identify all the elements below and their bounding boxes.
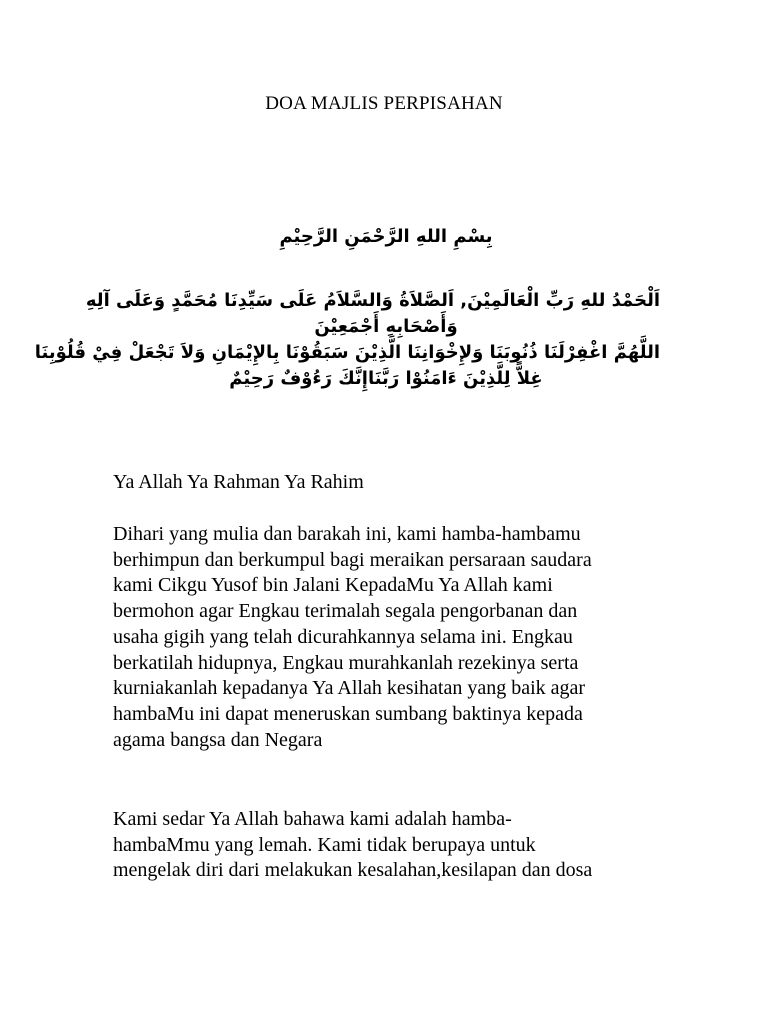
- paragraph-line: hambaMmu yang lemah. Kami tidak berupaya untuk: [113, 833, 536, 856]
- paragraph-line: Kami sedar Ya Allah bahawa kami adalah hamba-: [113, 808, 512, 830]
- paragraph-line: kurniakanlah kepadanya Ya Allah kesihatan yang baik agar: [113, 677, 586, 700]
- arabic-line: وَأَصْحَابِهِ أَجْمَعِيْنَ: [314, 316, 458, 337]
- paragraph-line: usaha gigih yang telah dicurahkannya selama ini. Engkau: [113, 625, 573, 648]
- arabic-line: اَلْحَمْدُ للهِ رَبِّ الْعَالَمِيْنَ, اَلصَّلاَةُ وَالسَّلاَمُ عَلَى سَيِّدِنَا مُحَمَّدٍ وَعَلَى آلِهِ: [85, 290, 660, 311]
- paragraph-1: [113, 522, 673, 753]
- paragraph-line: agama bangsa dan Negara: [113, 728, 323, 751]
- bismillah-text: بِسْمِ اللهِ الرَّحْمَنِ الرَّحِيْمِ: [279, 226, 493, 247]
- paragraph-line: bermohon agar Engkau terimalah segala pengorbanan dan: [113, 600, 578, 623]
- paragraph-line: berkatilah hidupnya, Engkau murahkanlah rezekinya serta: [113, 651, 579, 674]
- paragraph-2: [113, 807, 673, 884]
- paragraph-line: hambaMu ini dapat meneruskan sumbang baktinya kepada: [113, 702, 583, 725]
- document-title: DOA MAJLIS PERPISAHAN: [265, 93, 503, 114]
- arabic-prayer-block: [34, 288, 660, 392]
- paragraph-line: Dihari yang mulia dan barakah ini, kami hamba-hambamu: [113, 523, 581, 545]
- arabic-line: غِلاًّ لِلَّذِيْنَ ءَامَنُوْا رَبَّنَاإِنَّكَ رَءُوْفٌ رَحِيْمٌ: [229, 368, 543, 389]
- greeting-line: Ya Allah Ya Rahman Ya Rahim: [113, 471, 364, 493]
- paragraph-line: berhimpun dan berkumpul bagi meraikan persaraan saudara: [113, 548, 592, 571]
- arabic-line: اللَّهُمَّ اغْفِرْلَنَا ذُنُوبَنَا وَلإِخْوَانِنَا الَّذِيْنَ سَبَقُوْنَا بِالإِيْمَانِ وَلاَ تَجْعَلْ فِيْ قُلُوْبِنَا: [34, 342, 660, 363]
- paragraph-line: mengelak diri dari melakukan kesalahan,kesilapan dan dosa: [113, 859, 593, 882]
- paragraph-line: kami Cikgu Yusof bin Jalani KepadaMu Ya Allah kami: [113, 574, 553, 597]
